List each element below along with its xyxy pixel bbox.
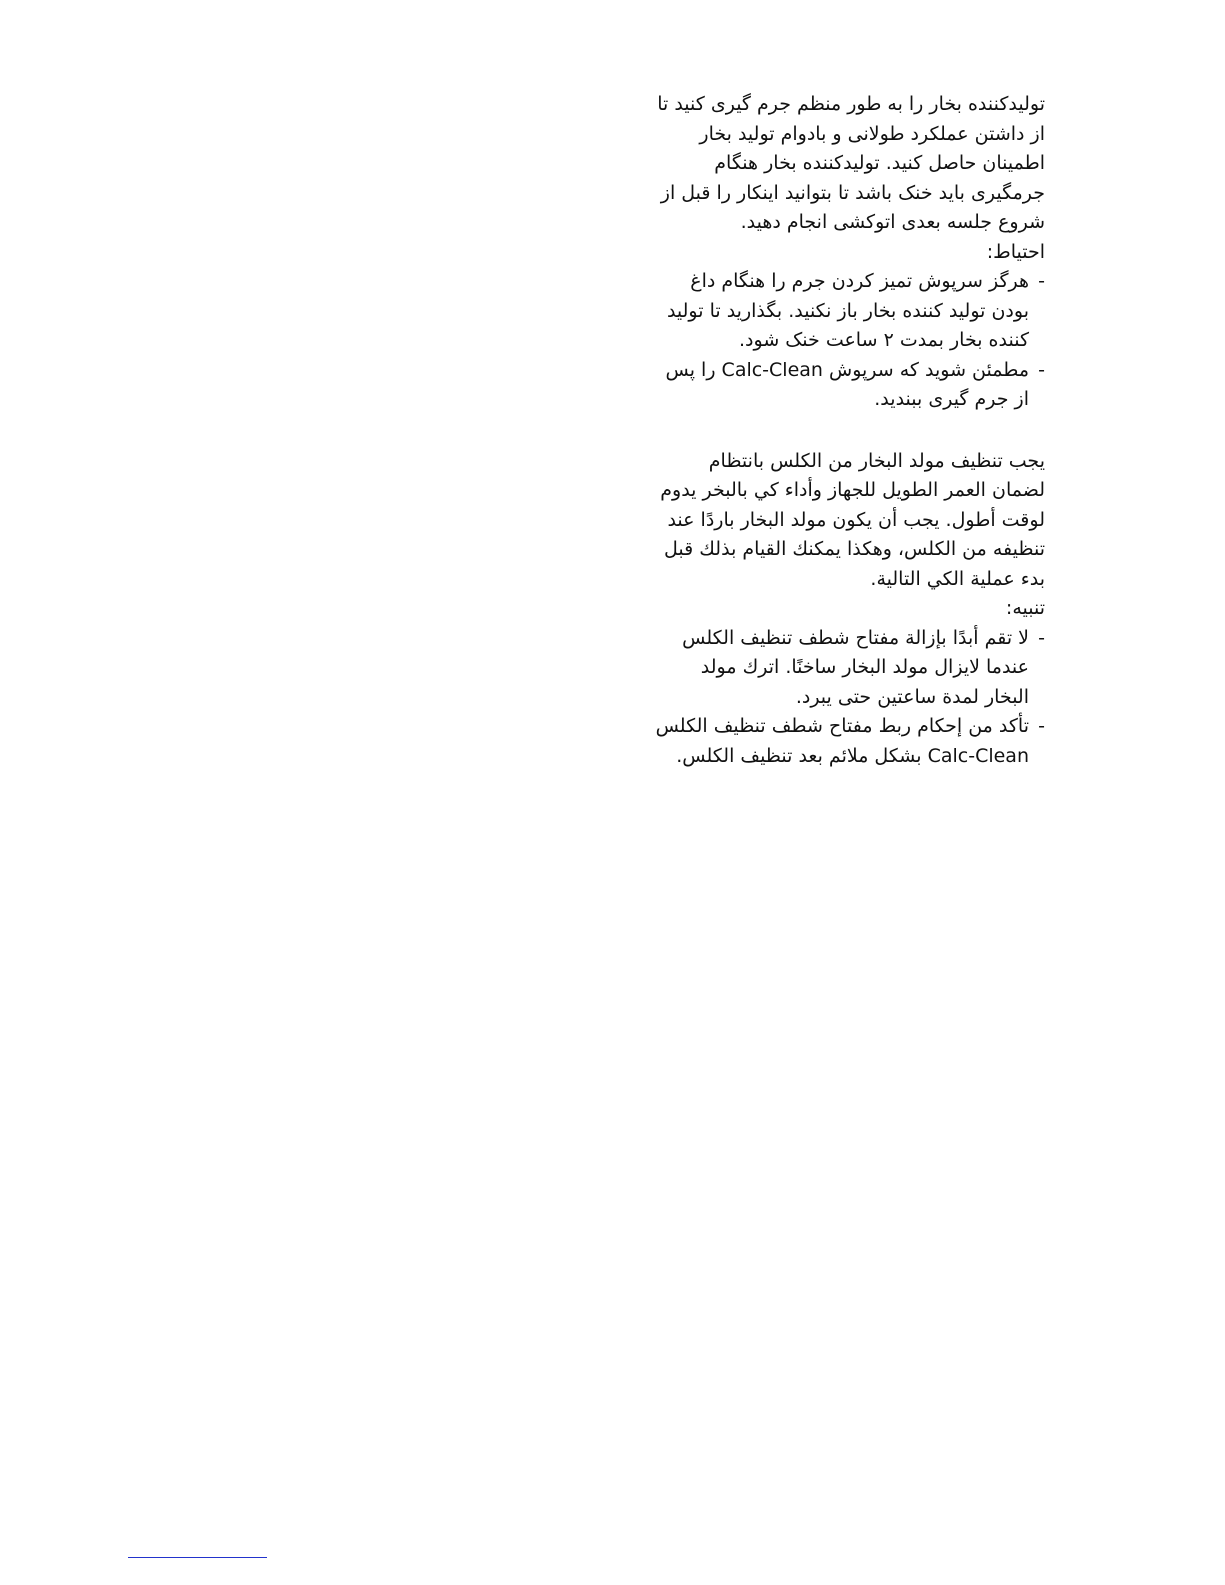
arabic-paragraph: يجب تنظيف مولد البخار من الكلس بانتظام لضمان العمر الطويل للجهاز وأداء كي بالبخر يدوم لوقت أطول. يجب أن يكون مولد البخار باردًا عند تنظيفه من الكلس، وهكذا يمكنك القيام بذلك قبل بدء عملية الكي التالية.	[660, 449, 1045, 590]
arabic-caution-label: تنبيه:	[1005, 597, 1045, 619]
arabic-caution-item-1	[655, 624, 1045, 713]
persian-caution-item-2	[655, 356, 1045, 415]
section-spacer	[655, 415, 1045, 447]
persian-caution-list	[655, 267, 1045, 415]
bullet-dash: -	[1038, 270, 1045, 292]
persian-caution-text-1: هرگز سرپوش تمیز کردن جرم را هنگام داغ بودن تولید کننده بخار باز نکنید. بگذارید تا تولید کننده بخار بمدت ۲ ساعت خنک شود.	[666, 270, 1029, 351]
arabic-caution-text-2: تأكد من إحكام ربط مفتاح شطف تنظيف الكلس Calc-Clean بشكل ملائم بعد تنظيف الكلس.	[655, 715, 1029, 767]
persian-paragraph: تولیدکننده بخار را به طور منظم جرم گیری کنید تا از داشتن عملکرد طولانی و بادوام تولید بخار اطمینان حاصل کنید. تولیدکننده بخار هنگام جرمگیری باید خنک باشد تا بتوانید اینکار را قبل از شروع جلسه بعدی اتوکشی انجام دهید.	[657, 93, 1045, 233]
bullet-dash: -	[1038, 715, 1045, 737]
text-column	[655, 90, 1045, 771]
arabic-caution-text-1: لا تقم أبدًا بإزالة مفتاح شطف تنظيف الكلس عندما لايزال مولد البخار ساخنًا. اترك مولد البخار لمدة ساعتين حتى يبرد.	[682, 626, 1029, 708]
persian-section	[655, 90, 1045, 415]
arabic-caution-list	[655, 624, 1045, 772]
bullet-dash: -	[1038, 626, 1045, 649]
persian-caution-label: احتیاط:	[986, 240, 1045, 263]
persian-caution-item-1	[655, 267, 1045, 356]
bullet-dash: -	[1038, 358, 1045, 381]
persian-caution-text-2: مطمئن شوید که سرپوش Calc-Clean را پس از جرم گیری ببندید.	[665, 358, 1029, 410]
arabic-section	[655, 447, 1045, 772]
footnote-separator-line	[128, 1557, 267, 1558]
arabic-caution-item-2	[655, 712, 1045, 771]
